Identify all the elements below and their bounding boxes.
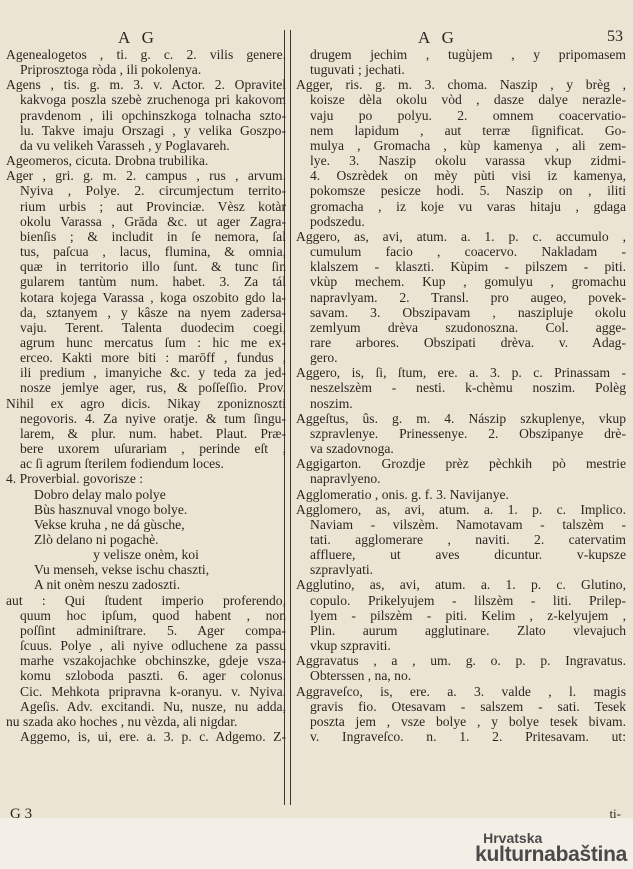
entry-line: okolu Varassa , Grāda &c. ut ager Zagra- <box>20 213 286 229</box>
entry-line: bienſis ; & includit in ſe nemora, ſal <box>20 228 286 244</box>
entry-line: drugem jechim , tugùjem , y pripomasem <box>310 47 626 62</box>
entry-line: Nyiva , Polye. 2. circumjectum territo- <box>20 183 286 199</box>
entry-line: agrum hunc mercatus ſum : hic me ex- <box>20 334 286 350</box>
watermark-line-2: kulturnabaština <box>475 843 627 866</box>
entry-line: Zlò delano ni pogachè. <box>34 532 159 547</box>
entry-headline: Aggigarton. Grozdje prèz pèchkih pò mestrie <box>296 456 626 472</box>
entry-line: nu szada ako hoches , nu vèzda, ali nigdar. <box>6 713 238 729</box>
entry-headline: Aggero, as, avi, atum. a. 1. p. c. accumulo , <box>296 228 626 244</box>
entry-line: da vu velikeh Varasseh , y Poglavareh. <box>20 137 230 153</box>
entry-line: ſcuus. Polye , ali nyive odluchene za passu <box>20 638 286 654</box>
entry-line: 4. Proverbial. govorisze : <box>6 471 144 487</box>
entry-line: napravlyeno. <box>310 471 381 487</box>
entry-line: A nit onèm neszu zadoszti. <box>34 577 181 593</box>
entry-line: gularem tantùm num. habet. 3. Za tál <box>20 274 286 290</box>
entry-headline: Aggravatus , a , um. g. o. p. p. Ingravatus. <box>296 653 626 669</box>
entry-line: szpravlenye. Prinessenye. 2. Obszipanye drè- <box>310 425 626 441</box>
entry-line: poſſint adminiſtrare. 5. Ager compa- <box>20 622 286 638</box>
entry-headline: Ageſis. Adv. excitandi. Nu, nusze, nu adda, <box>20 698 286 714</box>
entry-headline: Agglomero, as, avi, atum. a. 1. p. c. Implico. <box>296 501 626 517</box>
entry-line: aut : Qui ſtudent imperio proferendo, <box>6 592 286 608</box>
entry-line: tus, paſcua , lacus, flumina, & omnia, <box>20 244 286 260</box>
right-running-head: A G <box>418 28 458 47</box>
entry-headline: Aggraveſco, is, ere. a. 3. valde , l. magis <box>296 683 626 699</box>
entry-line: poszta jem , vsze bolye , y bolye tesek bivam. <box>310 713 626 729</box>
entry-line: v. Ingraveſco. n. 1. 2. Pritesavam. ut: <box>310 729 626 745</box>
entry-line: savam. 3. Obszipavam , naszipluje okolu <box>310 304 626 320</box>
entry-line: Priprosztoga ròda , ili pokolenya. <box>20 62 202 78</box>
entry-line: gravis fio. Otesavam - salszem - sati. Tesek <box>310 698 626 714</box>
entry-line: napravlyam. 2. Transl. pro augeo, povek- <box>310 289 626 305</box>
catchword: ti- <box>609 806 621 818</box>
entry-line: gero. <box>310 350 338 366</box>
entry-line: vkup szpraviti. <box>310 638 391 654</box>
entry-line: Vekse kruha , ne dá gùsche, <box>34 516 185 532</box>
entry-line: koisze dèla okolu vòd , dasze dalye nerazle- <box>310 92 626 108</box>
entry-line: quum hoc ipſum, quod habent , non <box>20 607 286 623</box>
entry-line: tuguvati ; jechati. <box>310 62 405 78</box>
entry-line: pokomsze pesicze hodi. 5. Naszip on , iliti <box>310 183 626 199</box>
bottom-strip <box>0 818 633 869</box>
entry-line: lu. Takve imaju Orszagi , y velika Goszpo- <box>20 122 286 138</box>
entry-line: Cic. Mehkota pripravna k-oranyu. v. Nyiva. <box>20 683 286 699</box>
entry-line: marhe vszakojachke obchinszke, gdeje vsza- <box>20 653 286 669</box>
entry-headline: Aggemo, is, ui, ere. a. 3. p. c. Adgemo. Z- <box>20 729 286 745</box>
entry-line: podszedu. <box>310 213 365 229</box>
entry-line: vkùp mechem. Kup , gomulyu , gromachu <box>310 274 626 290</box>
entry-line: larem, & plur. num. habet. Plaut. Præ- <box>20 425 286 441</box>
entry-line: Dobro delay malo polye <box>34 486 166 502</box>
entry-headline: Agglutino, as, avi, atum. a. 1. p. c. Glutino, <box>296 577 626 593</box>
column-divider-right <box>290 30 291 805</box>
entry-headline: Agglomeratio , onis. g. f. 3. Navijanye. <box>296 486 509 502</box>
entry-line: Vu menseh, vekse ischu chaszti, <box>34 562 210 578</box>
entry-headline: Aggero, is, ſi, ſtum, ere. a. 3. p. c. Prinassam - <box>296 365 626 381</box>
entry-line: cumulum facio , coacervo. Nakladam - <box>310 244 626 260</box>
entry-line: szpravlyati. <box>310 562 374 578</box>
entry-line: 4. Oszrèdek on mèy pùti visi iz kamenya, <box>310 168 626 184</box>
entry-line: nosze jemlye ager, rus, & poſſeſſio. Prov. <box>20 380 286 396</box>
entry-line: negovoris. 4. Za nyive oratje. & tum ſingu- <box>20 410 286 426</box>
entry-line: Naviam - vilszèm. Namotavam - talszèm - <box>310 516 626 532</box>
entry-line: vaju. Terent. Talenta duodecim coegi, <box>20 319 286 335</box>
entry-line: y velisze onèm, koi <box>93 547 199 563</box>
watermark-line-1: Hrvatska <box>483 830 543 846</box>
entry-line: va szadovnoga. <box>310 441 394 457</box>
entry-line: nem lapidum , aut terræ ſignificat. Go- <box>310 122 626 138</box>
entry-line: Nihil ex agro dicis. Nikay zponiznoszti <box>6 395 286 411</box>
entry-line: ili predium , imanyiche &c. y teda za jed- <box>20 365 286 381</box>
watermark-logo <box>475 831 627 865</box>
page-number: 53 <box>607 28 623 45</box>
entry-headline: Agenealogetos , ti. g. c. 2. vilis genere. <box>6 47 286 62</box>
entry-line: pravdenom , ili opchinszkoga tolnacha szto- <box>20 107 286 123</box>
entry-line: Obterssen , na, no. <box>310 668 412 684</box>
entry-line: ac ſi agrum ſterilem fodiendum loces. <box>20 456 224 472</box>
entry-line: copulo. Prikelyujem - lilszèm - liti. Prilep- <box>310 592 626 608</box>
entry-line: komu szloboda paszti. 6. ager colonus. <box>20 668 286 684</box>
entry-line: neszelszèm - nesti. k-chèmu noszim. Polèg <box>310 380 626 396</box>
left-column <box>6 47 286 744</box>
right-column <box>296 47 626 744</box>
entry-headline: Ager , gri. g. m. 2. campus , rus , arvum. <box>6 168 286 184</box>
entry-line: vaju po polyu. 2. omnem coacervatio- <box>310 107 626 123</box>
entry-line: da, sztanyem , y kâsze na nyem zadersa- <box>20 304 286 320</box>
entry-line: rare arbores. Obszipati drèva. v. Adag- <box>310 334 626 350</box>
entry-line: rium urbis ; aut Provinciæ. Vèsz kotàr <box>20 198 286 214</box>
entry-line: kakvoga poszla szebè zruchenoga pri kakovom <box>20 92 286 108</box>
entry-line: lye. 3. Naszip okolu varassa vkup zidmi- <box>310 153 626 169</box>
entry-line: quæ in territorio illo ſunt. & tunc ſin <box>20 259 286 275</box>
entry-line: tati. agglomerare , naviti. 2. catervatim <box>310 532 626 547</box>
entry-line: erceo. Kakti more biti : marōff , fundus , <box>20 350 286 366</box>
entry-line: Bùs hasznuval vnogo bolye. <box>34 501 188 517</box>
entry-line: kotara kojega Varassa , koga oszobito gdo la- <box>20 289 286 305</box>
left-running-head: A G <box>118 28 158 47</box>
signature-mark: G 3 <box>10 806 33 818</box>
entry-line: mulya , Gromacha , kùp kamenya , ali zem- <box>310 137 626 153</box>
entry-line: zemlyum drèva szudonoszna. Col. agge- <box>310 319 626 335</box>
entry-line: gromacha , iz koje vu varas hitaju , gdaga <box>310 198 626 214</box>
entry-line: noszim. <box>310 395 353 411</box>
entry-headline: Agger, ris. g. m. 3. choma. Naszip , y brèg , <box>296 77 626 93</box>
entry-headline: Ageomeros, cicuta. Drobna trubilika. <box>6 153 209 169</box>
entry-headline: Aggeſtus, ûs. g. m. 4. Nászip szkuplenye, vkup <box>296 410 626 426</box>
entry-headline: Agens , tis. g. m. 3. v. Actor. 2. Opravitel <box>6 77 286 93</box>
entry-line: klalszem - klaszti. Kùpim - pilszem - piti. <box>310 259 626 275</box>
entry-line: Plin. aurum agglutinare. Zlato vlevajuch <box>310 622 626 638</box>
entry-line: lyem - pilszèm - piti. Kelim , z-kelyujem , <box>310 607 626 623</box>
entry-line: bere uxorem uſurariam , perinde eſt , <box>20 441 286 457</box>
entry-line: affluere, ut aves dicuntur. v-kupsze <box>310 547 626 563</box>
